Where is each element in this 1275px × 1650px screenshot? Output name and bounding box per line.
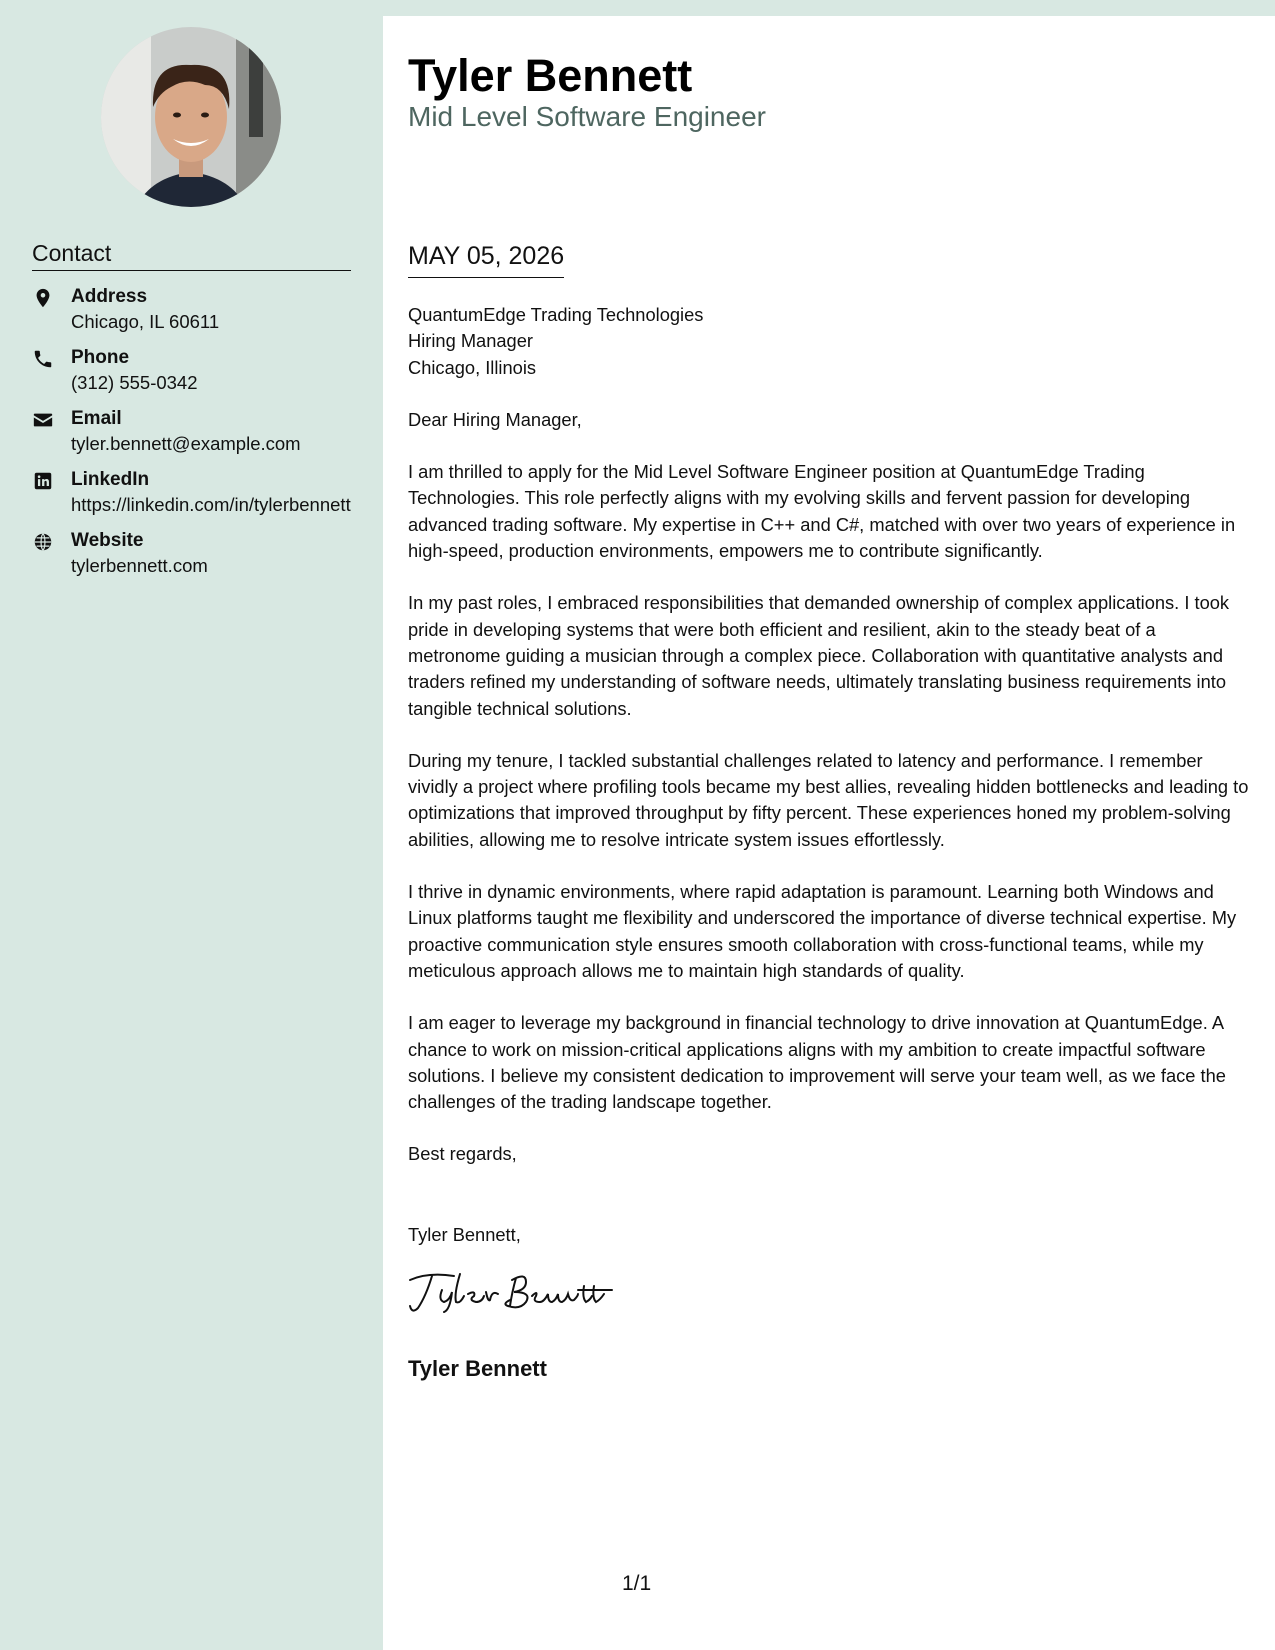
contact-value[interactable]: tyler.bennett@example.com — [71, 433, 301, 454]
contact-address — [32, 285, 352, 334]
body-paragraph: During my tenure, I tackled substantial challenges related to latency and performance. I remember vividly a project where profiling tools became my best allies, revealing hidden bottlenecks and leading to optimizations that improved throughput by fifty percent. These experiences honed my problem-solving abilities, allowing me to resolve intricate system issues effortlessly. — [408, 749, 1249, 850]
contact-value[interactable]: https://linkedin.com/in/tylerbennett — [71, 494, 351, 515]
recipient-company: QuantumEdge Trading Technologies — [408, 304, 704, 325]
sign-off-name: Tyler Bennett, — [408, 1223, 521, 1245]
body-paragraph: I am thrilled to apply for the Mid Level Software Engineer position at QuantumEdge Trading Technologies. This role perfectly aligns with my evolving skills and fervent passion for developing advanced trading software. My expertise in C++ and C#, matched with over two years of experience in high-speed, production environments, empowers me to contribute significantly. — [408, 461, 1236, 562]
contact-label: Phone — [71, 347, 130, 368]
contact-label: Email — [71, 408, 122, 429]
linkedin-icon — [32, 470, 54, 492]
phone-icon — [32, 348, 54, 370]
contact-heading: Contact — [32, 240, 351, 271]
contact-value[interactable]: tylerbennett.com — [71, 555, 208, 576]
contact-linkedin — [32, 468, 352, 517]
body-paragraph: I thrive in dynamic environments, where rapid adaptation is paramount. Learning both Windows and Linux platforms taught me flexibility and underscored the importance of diverse technical expertise. My proactive communication style ensures smooth collaboration with cross-functional teams, while my meticulous approach allows me to maintain high standards of quality. — [408, 881, 1237, 981]
contact-label: LinkedIn — [71, 469, 150, 490]
location-pin-icon — [32, 287, 54, 309]
contact-website — [32, 529, 352, 578]
contact-label: Website — [71, 530, 144, 551]
profile-photo — [101, 27, 281, 207]
contact-label: Address — [71, 286, 148, 307]
contact-phone — [32, 346, 352, 395]
salutation: Dear Hiring Manager, — [408, 408, 582, 430]
printed-name: Tyler Bennett — [408, 1356, 547, 1382]
recipient-block — [408, 302, 1253, 381]
page-number: 1/1 — [622, 1572, 652, 1595]
job-title: Mid Level Software Engineer — [408, 101, 766, 132]
globe-icon — [32, 531, 54, 553]
envelope-icon — [32, 409, 54, 431]
letter-date: MAY 05, 2026 — [408, 242, 564, 278]
letter-page — [383, 16, 1275, 1650]
contact-email — [32, 407, 352, 456]
contact-value: (312) 555-0342 — [71, 372, 198, 393]
recipient-role: Hiring Manager — [408, 330, 533, 352]
handwritten-signature — [408, 1266, 1253, 1316]
contact-list — [32, 285, 352, 590]
letter-body — [408, 302, 1253, 1382]
recipient-location: Chicago, Illinois — [408, 356, 537, 378]
contact-value: Chicago, IL 60611 — [71, 311, 220, 332]
sidebar — [0, 0, 383, 1650]
body-paragraph: I am eager to leverage my background in financial technology to drive innovation at QuantumEdge. A chance to work on mission-critical applications aligns with my ambition to create impactful software solutions. I believe my consistent dedication to improvement will serve your team well, as we face the challenges of the trading landscape together. — [408, 1012, 1226, 1113]
portrait-image — [101, 27, 281, 207]
closing: Best regards, — [408, 1143, 517, 1165]
body-paragraph: In my past roles, I embraced responsibilities that demanded ownership of complex applications. I took pride in developing systems that were both efficient and resilient, akin to the steady beat of a metronome guiding a musician through a complex piece. Collaboration with quantitative analysts and traders refined my understanding of software needs, ultimately translating business requirements into tangible technical solutions. — [408, 592, 1230, 719]
applicant-name: Tyler Bennett — [408, 50, 693, 101]
